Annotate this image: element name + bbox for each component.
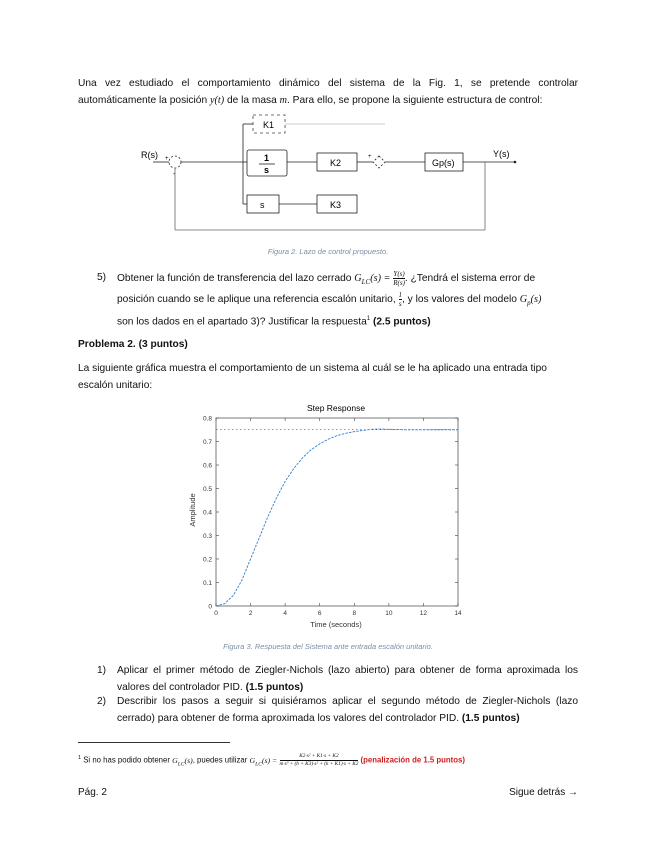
question-points: (1.5 puntos): [461, 712, 520, 724]
var-y-t: y(t): [209, 94, 225, 106]
footnote: [78, 750, 583, 772]
var-m: m: [279, 94, 287, 106]
footnote-mark: 1: [78, 755, 82, 761]
intro-line-2-c: . Para ello, se propone la siguiente estructura de control:: [287, 94, 543, 106]
problem-2-question-1: [97, 663, 578, 696]
q5-glc: $G_{LC}(s)$ =: [354, 273, 391, 287]
question-text: Describir los pasos a seguir si quisiéramos aplicar el segundo método de Ziegler-Nichols (lazo cerrado) para obtener de forma aproximada los valores del controlador PID.: [117, 696, 578, 724]
x-tick-label: 2: [248, 610, 253, 617]
question-number: 2): [97, 696, 107, 707]
y-tick-label: 0: [208, 603, 212, 611]
question-points: (1.5 puntos): [245, 681, 304, 693]
q5-gp: $G_p(s)$: [519, 293, 542, 307]
x-tick-label: 8: [352, 610, 357, 617]
page-number: Pág. 2: [78, 787, 107, 798]
block-integrator-den: s: [264, 165, 270, 175]
question-5: [97, 270, 578, 330]
block-integrator-num: 1: [264, 153, 270, 163]
question-text: Aplicar el primer método de Ziegler-Nichols (lazo abierto) para obtener de forma aproximada los valores del controlador PID.: [117, 665, 578, 693]
q5-footnote-ref: 1: [366, 316, 371, 323]
figure-3-caption: Figura 3. Respuesta del Sistema ante entrada escalón unitario.: [223, 642, 433, 651]
footnote-penalty: (penalización de 1.5 puntos): [360, 755, 465, 765]
step-response-chart: [180, 398, 480, 633]
chart-y-axis-label: Amplitude: [188, 493, 197, 527]
figure-2-caption: Figura 2. Lazo de control propuesto.: [267, 247, 389, 256]
step-response-line: [216, 429, 458, 606]
q5-fraction: $\frac{Y(s)}{R(s)}$: [393, 270, 405, 287]
q5-text-b: . ¿Tendrá el sistema error de: [404, 273, 536, 285]
q5-text-d: , y los valores del modelo: [402, 293, 517, 305]
control-block-diagram: [135, 110, 535, 240]
q5-step-fraction: $\frac{1}{s}$: [398, 290, 402, 308]
block-s-label: s: [260, 200, 265, 210]
sum2-plus-sign: +: [368, 154, 372, 160]
q5-points: (2.5 puntos): [372, 316, 431, 328]
chart-plot-frame: [216, 418, 458, 606]
y-tick-label: 0.2: [202, 556, 212, 564]
footnote-separator: [78, 742, 230, 743]
problem-2-title: Problema 2. (3 puntos): [78, 339, 188, 350]
q5-text-e: son los dados en el apartado 3)? Justificar la respuesta: [117, 316, 367, 328]
question-5-text: [117, 270, 578, 331]
x-tick-label: 6: [317, 610, 322, 617]
block-k1-label: K1: [263, 120, 275, 130]
intro-paragraph: [78, 76, 578, 109]
q5-text-c: posición cuando se le aplique una referencia escalón unitario,: [117, 293, 396, 305]
y-tick-label: 0.5: [202, 485, 212, 493]
problem-2-question-2: [97, 694, 578, 727]
y-tick-label: 0.7: [202, 438, 212, 446]
x-tick-label: 0: [214, 610, 218, 617]
footnote-glc: $G_{LC}(s)$: [172, 755, 193, 768]
block-plant-label: Gp(s): [432, 158, 455, 168]
footnote-eq-lhs: $G_{LC}(s)$ =: [249, 755, 278, 768]
intro-line-1: Una vez estudiado el comportamiento dinámico del sistema de la Fig. 1, se pretende controlar: [78, 78, 578, 89]
diagram-input-label: R(s): [141, 150, 158, 160]
intro-line-2-a: automáticamente la posición: [78, 94, 208, 106]
sum1-plus-sign: +: [165, 156, 169, 162]
sum1-minus-sign: -: [173, 171, 176, 178]
footnote-fraction: $\frac{\text{K2·s² + K1·s + K2}}{\text{m·s³ + (b + K3)·s² + (k + K1)·s + K2}}$: [279, 753, 359, 768]
footnote-text-b: , puedes utilizar: [192, 755, 248, 765]
question-number: 1): [97, 665, 107, 676]
intro-line-2-b: de la masa: [226, 94, 277, 106]
chart-x-axis-label: Time (seconds): [310, 620, 362, 629]
x-tick-label: 4: [283, 610, 287, 617]
x-tick-label: 10: [385, 610, 393, 617]
x-tick-label: 12: [419, 610, 428, 617]
intro-line-2: [78, 93, 578, 110]
problem-2-intro: [78, 361, 578, 394]
y-tick-label: 0.3: [202, 532, 212, 540]
continue-note: Sigue detrás →: [509, 787, 578, 798]
y-tick-label: 0.1: [202, 579, 212, 587]
problem-2-intro-line-2: escalón unitario:: [78, 379, 153, 391]
y-tick-label: 0.4: [202, 509, 212, 517]
y-tick-label: 0.6: [202, 462, 212, 470]
block-k3-label: K3: [330, 200, 342, 210]
block-k2-label: K2: [330, 158, 342, 168]
y-tick-label: 0.8: [202, 415, 212, 423]
question-5-number: 5): [97, 272, 107, 283]
q5-text-a: Obtener la función de transferencia del lazo cerrado: [117, 273, 352, 285]
x-tick-label: 14: [454, 610, 462, 617]
chart-title: Step Response: [306, 403, 366, 413]
diagram-output-label: Y(s): [493, 149, 510, 159]
problem-2-intro-line-1: La siguiente gráfica muestra el comportamiento de un sistema al cuál se le ha aplicado una entrada tipo: [78, 363, 547, 374]
footnote-text-a: Si no has podido obtener: [83, 755, 170, 765]
